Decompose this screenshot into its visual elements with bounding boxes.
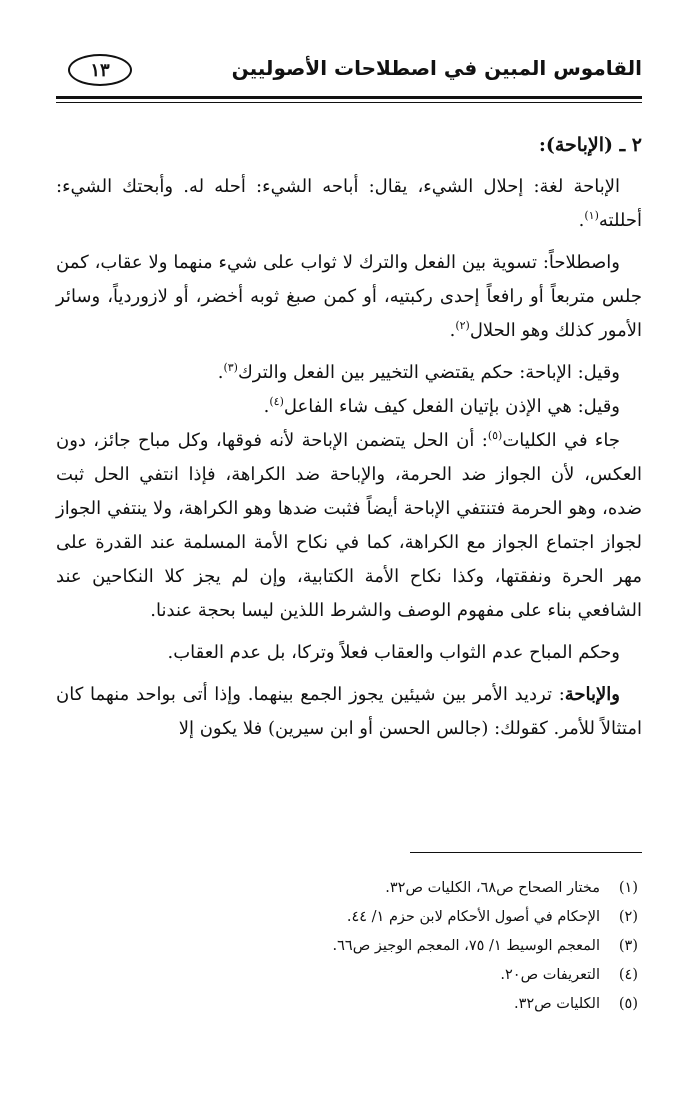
paragraph-text: : ترديد الأمر بين شيئين يجوز الجمع بينهما. وإذا أتى بواحد منهما كان امتثالاً للأمر. كقولك: (جالس الحسن أو ابن سيرين) فلا يكون إلا <box>56 684 642 739</box>
footnote-ref-2: (٢) <box>455 319 470 332</box>
footnote-number: (١) <box>618 880 638 896</box>
footnote-ref-4: (٤) <box>269 395 284 408</box>
paragraph-end: . <box>449 320 456 341</box>
footnote-item <box>56 990 638 1019</box>
footnote-number: (٢) <box>618 909 638 925</box>
header-rule-thin <box>56 102 642 103</box>
footnote-text: الإحكام في أصول الأحكام لابن حزم ١/ ٤٤. <box>346 909 600 925</box>
footnotes-list <box>56 874 638 1019</box>
footnote-ref-3: (٣) <box>223 361 238 374</box>
footnote-item <box>56 903 638 932</box>
footnote-ref-5: (٥) <box>487 429 503 442</box>
paragraph-end: . <box>217 362 224 383</box>
footnote-number: (٣) <box>618 938 638 954</box>
header-rule-thick <box>56 96 642 99</box>
paragraph-text: الإباحة لغة: إحلال الشيء، يقال: أباحه الشيء: أحله له. وأبحتك الشيء: أحللته <box>56 176 642 231</box>
main-text <box>56 128 642 754</box>
paragraph-technical-definition <box>56 246 642 348</box>
paragraph-linguistic-definition <box>56 170 642 238</box>
paragraph-text: واصطلاحاً: تسوية بين الفعل والترك لا ثواب على شيء منهما ولا عقاب، كمن جلس متربعاً أو رافعاً إحدى ركبتيه، أو كمن صبغ ثوبه أخضر، أو لازوردياً، وسائر الأمور كذلك وهو الحلال <box>56 252 642 341</box>
paragraph-text: جاء في الكليات <box>502 430 620 451</box>
footnote-number: (٥) <box>618 996 638 1012</box>
footnote-separator <box>410 852 642 853</box>
footnote-ref-1: (١) <box>584 209 599 222</box>
footnote-text: التعريفات ص٢٠. <box>500 967 600 983</box>
footnote-number: (٤) <box>618 967 638 983</box>
paragraph-text: وقيل: الإباحة: حكم يقتضي التخيير بين الفعل والترك <box>237 362 620 383</box>
paragraph-kulliyat-quote <box>56 424 642 628</box>
bold-term: والإباحة <box>564 684 620 705</box>
paragraph-end: . <box>578 210 585 231</box>
section-heading: ٢ ـ (الإباحة): <box>538 134 642 156</box>
page-number: ١٣ <box>68 54 132 86</box>
footnote-text: مختار الصحاح ص٦٨، الكليات ص٣٢. <box>385 880 600 896</box>
footnote-item <box>56 932 638 961</box>
paragraph-text: : أن الحل يتضمن الإباحة لأنه فوقها، وكل مباح جائز، دون العكس، لأن الجواز ضد الحرمة، والإباحة ضد الكراهة، فإذا انتفي الحل ثبت ضده، وهو الحرمة فتنتفي الإباحة أيضاً فثبت ضدها وهو الكراهة، ولا ينتفي الجواز لجواز اجتماع الجواز مع الكراهة، كما في نكاح الأمة المسلمة عند القدرة على مهر الحرة ونفقتها، وكذا نكاح الأمة الكتابية، وإن لم يجز كلا النكاحين عند الشافعي بناء على مفهوم الوصف والشرط اللذين ليسا بحجة عندنا. <box>56 430 642 621</box>
footnote-text: الكليات ص٣٢. <box>513 996 600 1012</box>
paragraph-choice <box>56 678 642 746</box>
footnote-item <box>56 874 638 903</box>
running-title: القاموس المبين في اصطلاحات الأصوليين <box>231 56 642 80</box>
page-header <box>56 52 642 96</box>
paragraph-text: وقيل: هي الإذن بإتيان الفعل كيف شاء الفاعل <box>283 396 620 417</box>
paragraph-end: . <box>263 396 270 417</box>
paragraph-alternative-2 <box>56 390 642 424</box>
footnote-text: المعجم الوسيط ١/ ٧٥، المعجم الوجيز ص٦٦. <box>332 938 600 954</box>
paragraph-alternative-1 <box>56 356 642 390</box>
footnote-item <box>56 961 638 990</box>
paragraph-ruling: وحكم المباح عدم الثواب والعقاب فعلاً وتركا، بل عدم العقاب. <box>167 642 620 663</box>
